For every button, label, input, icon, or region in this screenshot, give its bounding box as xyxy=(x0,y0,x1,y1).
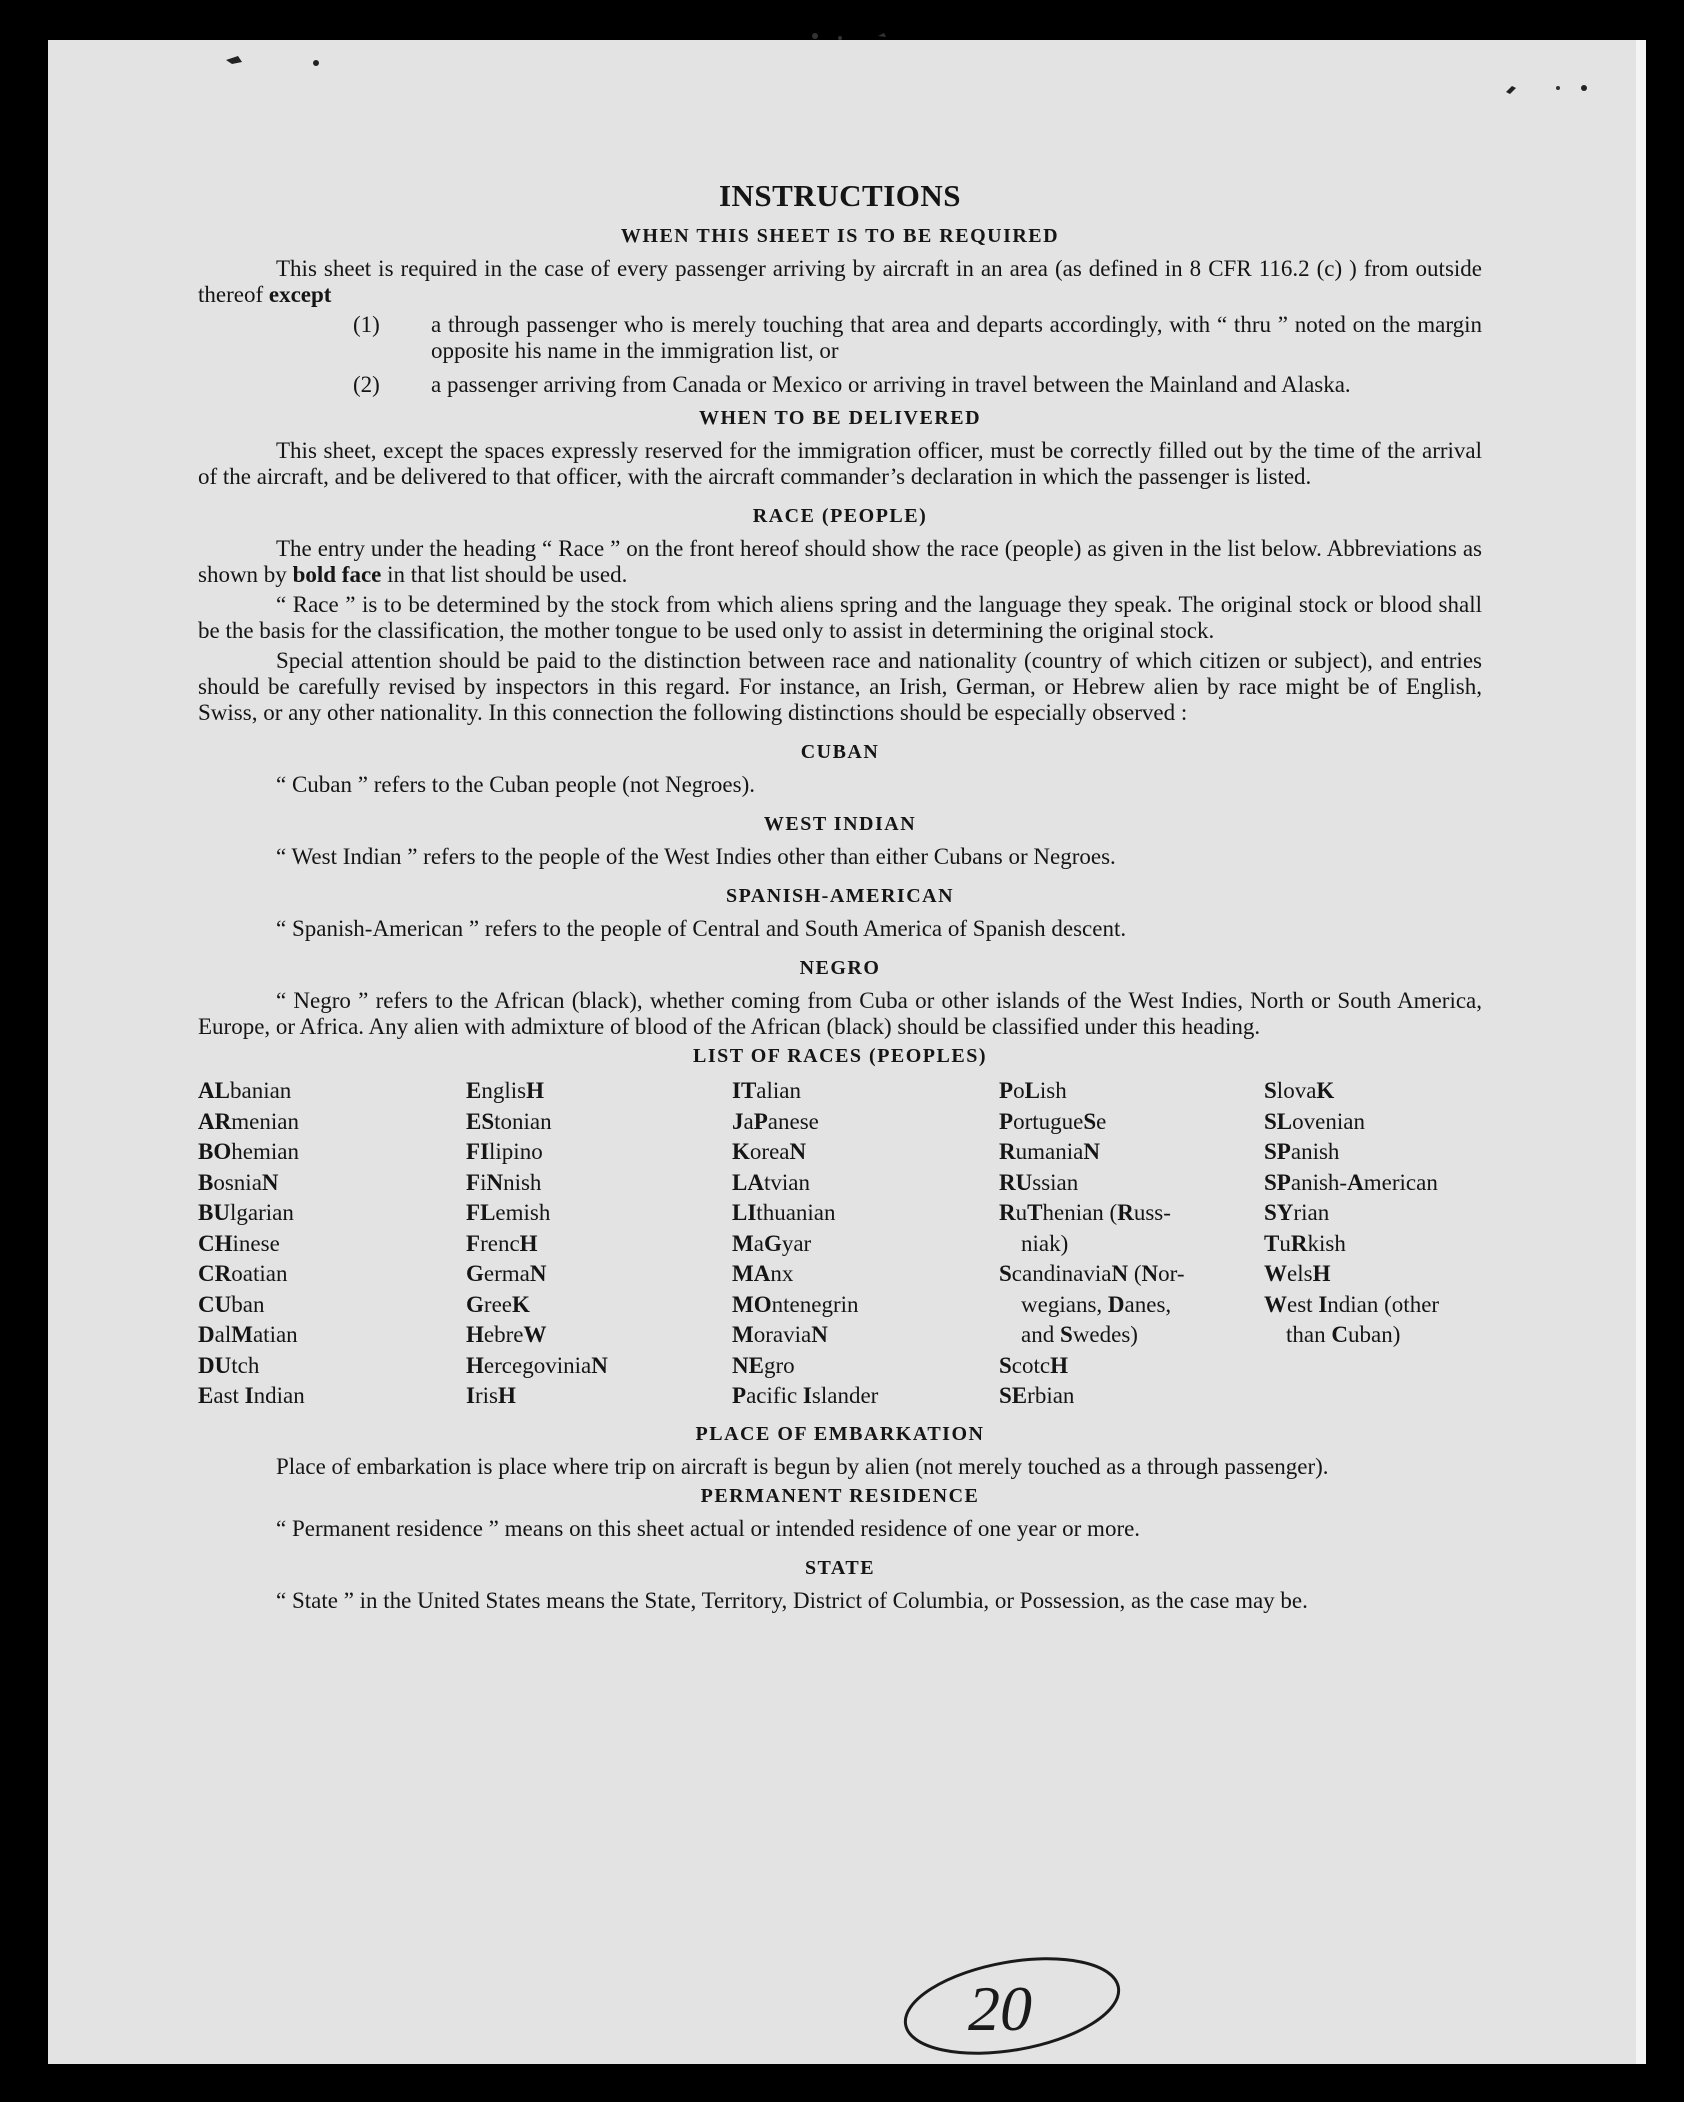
race-entry: ITalian xyxy=(732,1078,802,1103)
race-entry: RumaniaN xyxy=(999,1139,1100,1164)
heading-list-of-races: LIST OF RACES (PEOPLES) xyxy=(692,1045,987,1067)
race-paragraph-2: “ Race ” is to be determined by the stock from which aliens spring and the language they speak. The original stock or blood shall be the basis for the classification, the mother tongue to be used only to assist in determining the original stock. xyxy=(198,592,1482,643)
intro-emphasis: except xyxy=(268,282,332,307)
spanish-american-text: “ Spanish-American ” refers to the people of Central and South America of Spanish descent. xyxy=(276,916,1127,941)
race-entry: IrisH xyxy=(466,1383,516,1408)
race-entry: MOntenegrin xyxy=(732,1291,859,1317)
race-entry: SLovenian xyxy=(1264,1108,1365,1134)
heading-permanent-residence: PERMANENT RESIDENCE xyxy=(700,1484,980,1507)
race-entry: PoLish xyxy=(999,1078,1067,1103)
race-entry: HebreW xyxy=(466,1322,547,1347)
scan-specks xyxy=(0,0,1684,120)
race-entry: MoraviaN xyxy=(732,1322,828,1347)
when-required-intro: This sheet is required in the case of every passenger arriving by aircraft in an area (as defined in 8 CFR 116.2 (c) ) from outside thereof except xyxy=(198,256,1482,307)
race-entry: KoreaN xyxy=(732,1139,807,1164)
race-entry: JaPanese xyxy=(732,1108,819,1134)
item-number: (1) xyxy=(353,312,380,337)
item-text: a passenger arriving from Canada or Mexico or arriving in travel between the Mainland and Alaska. xyxy=(431,372,1351,397)
race-entry: RuThenian (Russ- xyxy=(999,1200,1171,1225)
heading-when-required: WHEN THIS SHEET IS TO BE REQUIRED xyxy=(620,225,1060,247)
exception-item xyxy=(198,312,1482,364)
race-entry: ScotcH xyxy=(999,1352,1069,1378)
race-entry: DUtch xyxy=(198,1352,260,1378)
race-entry: EnglisH xyxy=(466,1078,544,1103)
heading-state: STATE xyxy=(804,1556,876,1579)
race-entry: WelsH xyxy=(1264,1261,1331,1286)
cuban-text: “ Cuban ” refers to the Cuban people (not Negroes). xyxy=(276,772,756,797)
heading-embarkation: PLACE OF EMBARKATION xyxy=(695,1422,985,1445)
race-entry: CHinese xyxy=(198,1230,280,1256)
race-entry: niak) xyxy=(1021,1230,1069,1256)
race-entry: wegians, Danes, xyxy=(1021,1291,1172,1317)
races-list xyxy=(198,1076,1482,1412)
race-entry: BosniaN xyxy=(198,1169,279,1195)
race-entry: DalMatian xyxy=(198,1322,298,1347)
heading-when-delivered: WHEN TO BE DELIVERED xyxy=(698,407,982,429)
state-text: “ State ” in the United States means the State, Territory, District of Columbia, or Possession, as the case may be. xyxy=(276,1587,1308,1613)
heading-spanish-american: SPANISH-AMERICAN xyxy=(725,885,955,907)
races-column xyxy=(466,1076,732,1412)
races-column xyxy=(732,1076,999,1412)
race-entry: GreeK xyxy=(466,1291,530,1317)
race-entry: NEgro xyxy=(732,1352,795,1378)
race-entry: EStonian xyxy=(466,1108,552,1134)
race-entry: FLemish xyxy=(466,1200,551,1225)
race-entry: SlovaK xyxy=(1264,1078,1335,1103)
west-indian-text: “ West Indian ” refers to the people of the West Indies other than either Cubans or Negroes. xyxy=(276,844,1116,869)
race-entry: LIthuanian xyxy=(732,1200,836,1225)
item-number: (2) xyxy=(353,372,380,397)
race-entry: Pacific Islander xyxy=(732,1383,879,1408)
race-entry: FIlipino xyxy=(466,1139,543,1164)
when-delivered-text: This sheet, except the spaces expressly reserved for the immigration officer, must be correctly filled out by the time of the arrival of the aircraft, and be delivered to that officer, with the aircraft commander’s declaration in which the passenger is listed. xyxy=(198,438,1482,489)
race-entry: BOhemian xyxy=(198,1139,299,1164)
race-entry: than Cuban) xyxy=(1286,1322,1401,1347)
residence-text: “ Permanent residence ” means on this sheet actual or intended residence of one year or more. xyxy=(276,1515,1141,1541)
race-paragraph-1: The entry under the heading “ Race ” on the front hereof should show the race (people) as given in the list below. Abbreviations as shown by bold face in that list should be used. xyxy=(198,536,1482,587)
race-entry: MaGyar xyxy=(732,1230,812,1256)
race-entry: PortugueSe xyxy=(999,1108,1107,1134)
race-entry: CUban xyxy=(198,1291,265,1317)
race-entry: FrencH xyxy=(466,1230,538,1256)
race-entry: HercegoviniaN xyxy=(466,1352,608,1378)
heading-negro: NEGRO xyxy=(799,957,881,979)
exception-item xyxy=(198,372,1482,398)
race-entry: CRoatian xyxy=(198,1261,288,1286)
handwritten-number-stamp xyxy=(896,1944,1136,2062)
race-entry: SYrian xyxy=(1264,1200,1330,1225)
race-entry: SPanish-American xyxy=(1264,1169,1438,1195)
page-edge xyxy=(1636,40,1646,2064)
race-entry: MAnx xyxy=(732,1261,794,1286)
race-entry: ScandinaviaN (Nor- xyxy=(999,1261,1185,1286)
race-entry: ALbanian xyxy=(198,1078,292,1103)
instructions-content xyxy=(198,170,1482,1618)
race-paragraph-3: Special attention should be paid to the distinction between race and nationality (country of which citizen or subject), and entries should be carefully revised by inspectors in this regard. For instance, an Irish, German, or Hebrew alien by race might be of English, Swiss, or any other nationality. In this connection the following distinctions should be especially observed : xyxy=(198,648,1482,725)
race-entry: GermaN xyxy=(466,1261,547,1286)
heading-race: RACE (PEOPLE) xyxy=(752,505,928,527)
race-entry: SPanish xyxy=(1264,1139,1340,1164)
page-title: INSTRUCTIONS xyxy=(718,178,961,213)
item-text: a through passenger who is merely touching that area and departs accordingly, with “ thru ” noted on the margin opposite his name in the immigration list, or xyxy=(431,312,1482,363)
embarkation-text: Place of embarkation is place where trip on aircraft is begun by alien (not merely touched as a through passenger). xyxy=(276,1453,1329,1479)
race-entry: and Swedes) xyxy=(1021,1322,1138,1347)
race-entry: LAtvian xyxy=(732,1169,810,1195)
races-column xyxy=(999,1076,1264,1412)
race-entry: West Indian (other xyxy=(1264,1291,1440,1317)
heading-west-indian: WEST INDIAN xyxy=(763,813,917,835)
race-entry: TuRkish xyxy=(1264,1230,1346,1256)
bold-face-text: bold face xyxy=(292,562,382,587)
races-column xyxy=(198,1076,466,1412)
races-column xyxy=(1264,1076,1482,1412)
race-entry: RUssian xyxy=(999,1169,1079,1195)
heading-cuban: CUBAN xyxy=(800,741,880,763)
race-entry: SErbian xyxy=(999,1383,1075,1408)
race-entry: ARmenian xyxy=(198,1108,299,1134)
negro-text: “ Negro ” refers to the African (black), whether coming from Cuba or other islands of the West Indies, North or South America, Europe, or Africa. Any alien with admixture of blood of the African (black) should be classified under this heading. xyxy=(198,988,1482,1039)
race-entry: East Indian xyxy=(198,1383,305,1408)
race-entry: BUlgarian xyxy=(198,1200,294,1225)
stamp-number: 20 xyxy=(968,1973,1032,2044)
race-entry: FiNnish xyxy=(466,1169,542,1195)
